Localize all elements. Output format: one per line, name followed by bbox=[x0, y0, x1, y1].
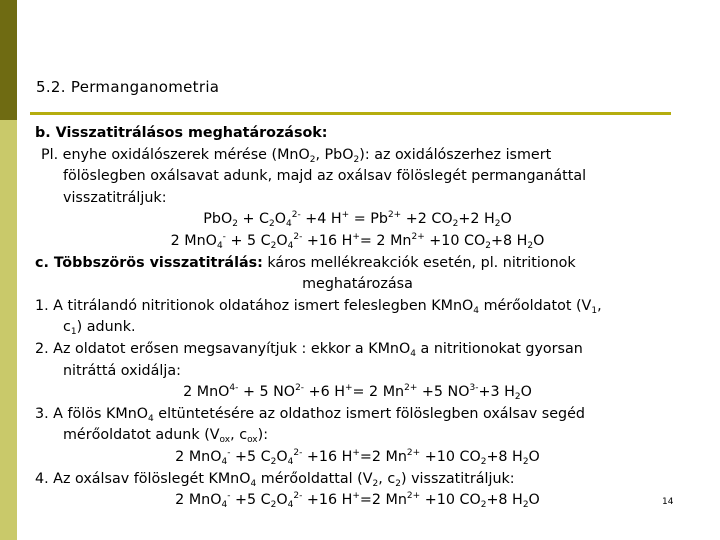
step-1-line-2: $c_1$) adunk. bbox=[63, 319, 136, 338]
step-3-line-2: mérőoldatot adunk ($V_{ox}$, $c_{ox}$): bbox=[63, 427, 269, 446]
step-2-line-1: 2. Az oldatot erősen megsavanyítjuk : ekkor a KMnO$_4$ a nitritionokat gyorsan bbox=[35, 340, 583, 359]
page-number: 14 bbox=[662, 497, 674, 507]
equation-3: 2 MnO$^{4-}$ + 5 $NO^{2-} +6$ H+= 2 $Mn^{2+} +5$ $NO^{3-}+3$ $H_2O$ bbox=[183, 383, 532, 403]
slide-title: 5.2. Permanganometria bbox=[36, 78, 220, 96]
example-line-3: visszatitráljuk: bbox=[63, 189, 167, 206]
equation-1: $PbO_2 + C_2O_4^{2-} +4$ $H^+ = Pb^{2+} +2$ $CO_2+2$ $H_2O$ bbox=[203, 210, 512, 230]
section-c-heading: c. Többszörös visszatitrálás: bbox=[35, 254, 263, 271]
slide-body bbox=[35, 123, 680, 512]
step-2-line-2: nitráttá oxidálja: bbox=[63, 362, 181, 379]
equation-5: 2 MnO$_4$- +5 $C_2O_4^{2-} +16$ H+=2 $Mn^{2+} +10$ $CO_2+8$ $H_2O$ bbox=[175, 491, 540, 511]
section-b-heading: b. Visszatitrálásos meghatározások: bbox=[35, 125, 328, 141]
sidebar-accent-light bbox=[0, 120, 17, 540]
title-rule bbox=[30, 112, 671, 115]
step-4-line-1: 4. Az oxálsav fölöslegét KMnO$_4$ mérőoldattal ($V_2$, $c_2$) visszatitráljuk: bbox=[35, 470, 515, 489]
section-c-line: c. Többszörös visszatitrálás: káros mellékreakciók esetén, pl. nitritionok bbox=[35, 254, 576, 271]
example-line-1: Pl. enyhe oxidálószerek mérése (MnO$_2$, PbO$_2$): az oxidálószerhez ismert bbox=[41, 146, 552, 165]
step-3-line-1: 3. A fölös KMnO$_4$ eltüntetésére az oldathoz ismert fölöslegben oxálsav segéd bbox=[35, 405, 585, 424]
example-line-2: fölöslegben oxálsavat adunk, majd az oxálsav fölöslegét permanganáttal bbox=[63, 168, 587, 185]
equation-2: 2 MnO$_4$- + 5 $C_2O_4^{2-} +16$ H+= 2 $Mn^{2+} +10$ $CO_2+8$ $H_2O$ bbox=[170, 231, 545, 251]
equation-4: 2 MnO$_4$- +5 $C_2O_4^{2-} +16$ H+=2 $Mn^{2+} +10$ $CO_2+8$ $H_2O$ bbox=[175, 447, 540, 467]
step-1-line-1: 1. A titrálandó nitritionok oldatához ismert feleslegben KMnO$_4$ mérőoldatot ($V_1$, bbox=[35, 297, 602, 316]
section-c-line-2: meghatározása bbox=[302, 276, 413, 293]
